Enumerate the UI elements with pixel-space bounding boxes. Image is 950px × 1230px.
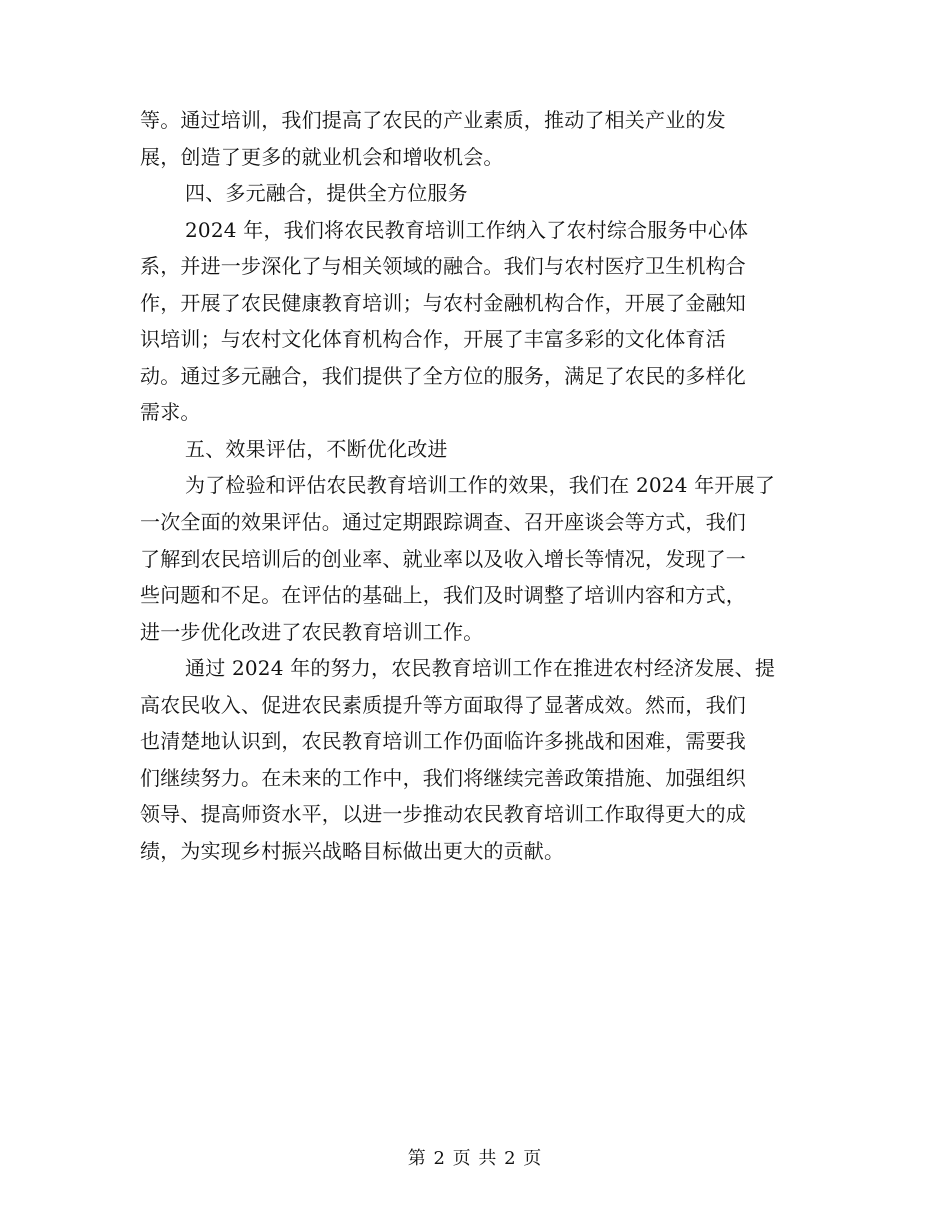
text-line: 高农民收入、促进农民素质提升等方面取得了显著成效。然而，我们 bbox=[140, 692, 746, 717]
text-line: 进一步优化改进了农民教育培训工作。 bbox=[140, 619, 484, 644]
text-line: 也清楚地认识到，农民教育培训工作仍面临许多挑战和困难，需要我 bbox=[140, 729, 746, 754]
section-heading: 四、多元融合，提供全方位服务 bbox=[185, 181, 468, 206]
text-line: 绩，为实现乡村振兴战略目标做出更大的贡献。 bbox=[140, 838, 565, 863]
text-line: 动。通过多元融合，我们提供了全方位的服务，满足了农民的多样化 bbox=[140, 363, 746, 388]
text-line: 识培训；与农村文化体育机构合作，开展了丰富多彩的文化体育活 bbox=[140, 327, 726, 352]
text-line: 系，并进一步深化了与相关领域的融合。我们与农村医疗卫生机构合 bbox=[140, 254, 746, 279]
text-line: 领导、提高师资水平，以进一步推动农民教育培训工作取得更大的成 bbox=[140, 802, 746, 827]
text-line: 一次全面的效果评估。通过定期跟踪调查、召开座谈会等方式，我们 bbox=[140, 510, 746, 535]
text-line: 等。通过培训，我们提高了农民的产业素质，推动了相关产业的发 bbox=[140, 108, 726, 132]
section-heading: 五、效果评估，不断优化改进 bbox=[185, 436, 448, 461]
text-line: 需求。 bbox=[140, 400, 201, 425]
text-line: 展，创造了更多的就业机会和增收机会。 bbox=[140, 144, 504, 169]
text-line: 通过 2024 年的努力，农民教育培训工作在推进农村经济发展、提 bbox=[185, 656, 776, 681]
page-number-footer: 第 2 页 共 2 页 bbox=[407, 1148, 543, 1169]
document-body bbox=[140, 102, 812, 869]
text-line: 作，开展了农民健康教育培训；与农村金融机构合作，开展了金融知 bbox=[140, 290, 746, 315]
text-line: 们继续努力。在未来的工作中，我们将继续完善政策措施、加强组织 bbox=[140, 765, 746, 790]
text-line: 2024 年，我们将农民教育培训工作纳入了农村综合服务中心体 bbox=[185, 217, 749, 242]
text-line: 了解到农民培训后的创业率、就业率以及收入增长等情况，发现了一 bbox=[140, 546, 746, 571]
text-line: 为了检验和评估农民教育培训工作的效果，我们在 2024 年开展了 bbox=[185, 473, 776, 498]
text-line: 些问题和不足。在评估的基础上，我们及时调整了培训内容和方式， bbox=[140, 583, 746, 608]
